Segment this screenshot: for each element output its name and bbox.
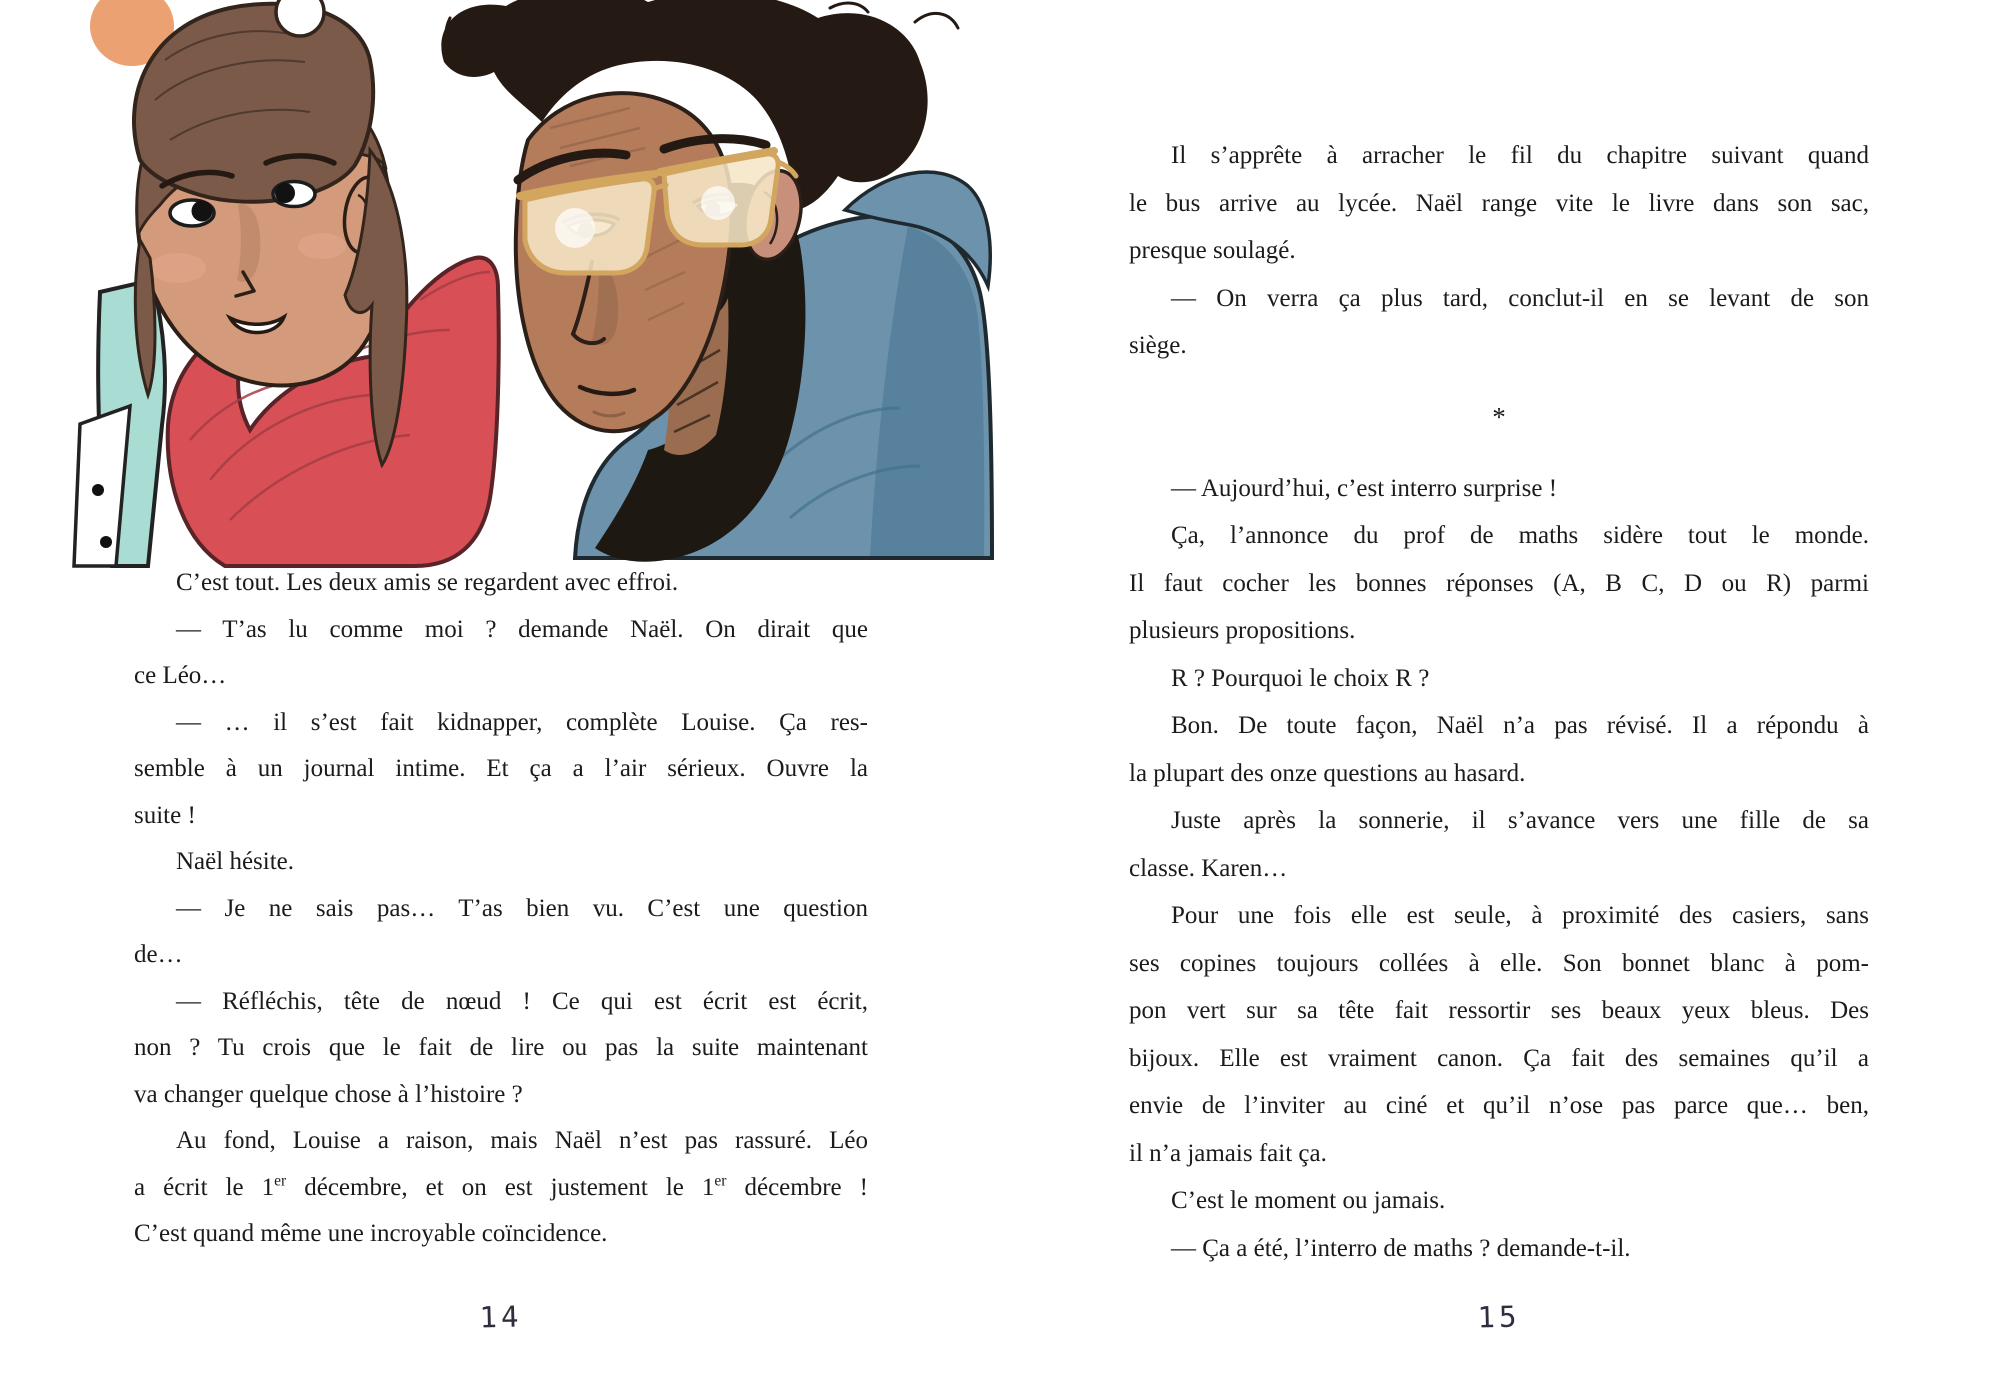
text-line: — T’as lu comme moi ? demande Naël. On dirait que (176, 615, 868, 643)
text-line: Il s’apprête à arracher le fil du chapitre suivant quand (1171, 142, 1869, 169)
text-line: pon vert sur sa tête fait ressortir ses beaux yeux bleus. Des (1129, 997, 1869, 1024)
separator-asterisk: * (1492, 401, 1506, 432)
text-line: Juste après la sonnerie, il s’avance vers une fille de sa (1171, 807, 1869, 834)
text-line: C’est le moment ou jamais. (1171, 1187, 1446, 1214)
text-line: C’est quand même une incroyable coïncidence. (134, 1220, 608, 1247)
right-page-text-bottom (1129, 465, 1869, 1273)
text-line: de… (134, 941, 183, 968)
text-line: non ? Tu crois que le fait de lire ou pas la suite maintenant (134, 1034, 868, 1061)
text-line: Bon. De toute façon, Naël n’a pas révisé. Il a répondu à (1171, 712, 1869, 739)
boy-nael (441, 0, 992, 562)
text-line: — On verra ça plus tard, conclut-il en se levant de son (1171, 284, 1869, 312)
text-line: Au fond, Louise a raison, mais Naël n’est pas rassuré. Léo (176, 1127, 868, 1154)
left-page-text (134, 560, 868, 1258)
right-page-text-top (1129, 132, 1869, 370)
text-line: va changer quelque chose à l’histoire ? (134, 1080, 523, 1108)
text-line: Ça, l’annonce du prof de maths sidère tout le monde. (1171, 522, 1869, 549)
page-number-left: 14 (479, 1299, 523, 1335)
text-line: Il faut cocher les bonnes réponses (A, B C, D ou R) parmi (1129, 569, 1869, 597)
text-line: Pour une fois elle est seule, à proximité des casiers, sans (1171, 902, 1869, 929)
text-line: C’est tout. Les deux amis se regardent avec effroi. (176, 569, 679, 596)
text-line: — Aujourd’hui, c’est interro surprise ! (1171, 474, 1558, 502)
section-separator (1129, 370, 1869, 465)
text-line: — Je ne sais pas… T’as bien vu. C’est une question (176, 894, 868, 922)
text-line: Naël hésite. (176, 848, 295, 875)
page-number-right: 15 (1477, 1299, 1521, 1335)
text-line: bijoux. Elle est vraiment canon. Ça fait des semaines qu’il a (1129, 1044, 1869, 1072)
text-line: — … il s’est fait kidnapper, complète Louise. Ça res- (176, 708, 868, 736)
text-line: il n’a jamais fait ça. (1129, 1139, 1327, 1167)
text-line: ses copines toujours collées à elle. Son bonnet blanc à pom- (1129, 949, 1869, 977)
text-line: presque soulagé. (1129, 237, 1296, 264)
text-line: plusieurs propositions. (1129, 617, 1356, 644)
text-line: le bus arrive au lycée. Naël range vite le livre dans son sac, (1129, 189, 1869, 217)
right-page-text (1129, 132, 1869, 1272)
illustration-girl-and-boy (70, 0, 1000, 568)
text-line: suite ! (134, 801, 196, 829)
text-line: classe. Karen… (1129, 854, 1288, 882)
text-line: a écrit le 1er décembre, et on est justement le 1er décembre ! (134, 1172, 868, 1201)
text-line: envie de l’inviter au ciné et qu’il n’ose pas parce que… ben, (1129, 1092, 1869, 1119)
text-line: — Réfléchis, tête de nœud ! Ce qui est écrit est écrit, (176, 987, 868, 1015)
text-line: ce Léo… (134, 662, 227, 689)
text-line: siège. (1129, 332, 1187, 359)
text-line: la plupart des onze questions au hasard. (1129, 759, 1526, 787)
text-line: R ? Pourquoi le choix R ? (1171, 664, 1430, 692)
text-line: — Ça a été, l’interro de maths ? demande-t-il. (1171, 1234, 1631, 1262)
girl-louise (74, 0, 499, 566)
text-line: semble à un journal intime. Et ça a l’air sérieux. Ouvre la (134, 755, 868, 782)
